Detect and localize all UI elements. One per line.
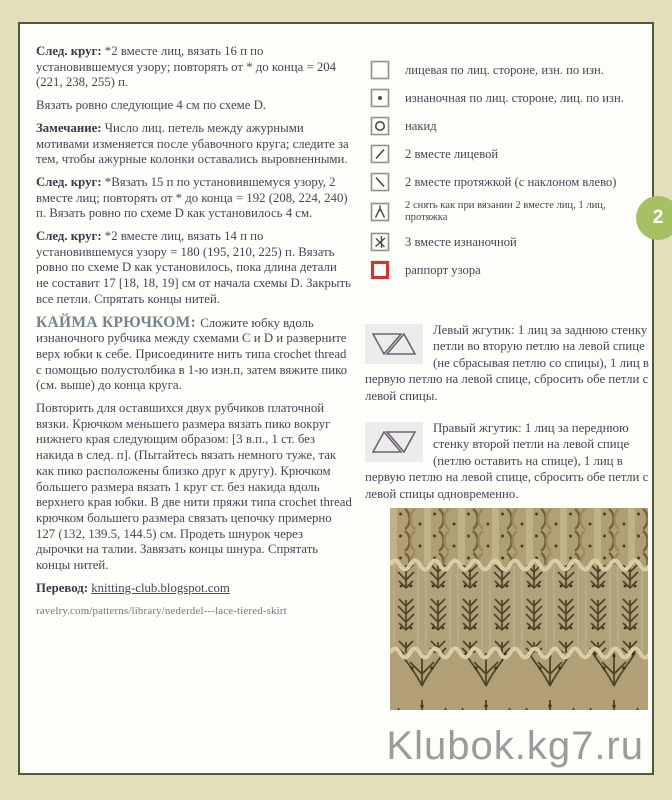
paragraph-text: Число лиц. петель между ажурными мотивами изменяется после убавочного круга; следите за тем, чтобы ажурные колонки оставались выровненными. bbox=[36, 120, 349, 167]
right-twist-block bbox=[365, 420, 657, 502]
legend-column bbox=[365, 60, 657, 518]
pattern-paragraph bbox=[36, 121, 352, 168]
knitted-fabric-photo bbox=[390, 508, 648, 710]
paragraph-label: След. круг: bbox=[36, 44, 105, 58]
paragraph-label: Замечание: bbox=[36, 120, 105, 135]
legend-label: 3 вместе изнаночной bbox=[405, 235, 517, 249]
twist-instructions bbox=[365, 322, 657, 502]
pattern-paragraph bbox=[36, 44, 352, 91]
left-twist-icon bbox=[365, 324, 423, 364]
translation-link[interactable]: knitting-club.blogspot.com bbox=[91, 580, 230, 595]
source-url: ravelry.com/patterns/library/nederdel---lace-tiered-skirt bbox=[36, 604, 287, 617]
paragraph-text: *2 вместе лиц, вязать 16 п по установившемуся узору; повторять от * до конца = 204 (221, 238, 255) п. bbox=[36, 44, 337, 90]
legend-row bbox=[365, 144, 657, 164]
rapport-red-square-icon bbox=[370, 260, 390, 280]
legend-row bbox=[365, 232, 657, 252]
pattern-paragraph bbox=[36, 401, 352, 574]
right-twist-icon bbox=[365, 422, 423, 462]
knit-square-icon bbox=[370, 60, 390, 80]
legend-row bbox=[365, 172, 657, 192]
legend-label: лицевая по лиц. стороне, изн. по изн. bbox=[405, 63, 604, 77]
watermark: Klubok.kg7.ru bbox=[386, 724, 644, 768]
legend-label: 2 вместе лицевой bbox=[405, 147, 499, 161]
translation-label: Перевод: bbox=[36, 580, 92, 595]
legend-label: раппорт узора bbox=[405, 263, 481, 277]
right-twist-text: Правый жгутик: 1 лиц за переднюю стенку второй петли на левой спице (петлю оставить на спице), 1 лиц в первую петлю на левой спице, сбросить обе петли с левой спицы одновременно. bbox=[365, 421, 649, 501]
pattern-page-card bbox=[18, 22, 654, 775]
legend-label: 2 вместе протяжкой (с наклоном влево) bbox=[405, 175, 617, 189]
legend-label: 2 снять как при вязании 2 вместе лиц, 1 лиц, протяжка bbox=[405, 200, 606, 223]
paragraph-text: Сложите юбку вдоль изнаночного рубчика между схемами C и D и разверните верх юбки к себе. Присоедините нить типа crochet thread с помощью полустолбика в 1-ю изн.п, затем вяжите пико (см. выше) до конца круга. bbox=[36, 315, 348, 393]
legend-row bbox=[365, 200, 657, 224]
paragraph-label: След. круг: bbox=[36, 229, 105, 244]
yarn-over-circle-icon bbox=[370, 116, 390, 136]
page-number-badge: 2 bbox=[636, 196, 672, 240]
legend-row bbox=[365, 60, 657, 80]
paragraph-text: Вязать ровно следующие 4 см по схеме D. bbox=[36, 98, 267, 113]
paragraph-text: *Вязать 15 п по установившемуся узору, 2 вместе лиц; повторять от * до конца = 192 (208, 224, 240) п. Вязать ровно по схеме D как установилось 4 см. bbox=[36, 174, 348, 221]
sl2-k1-psso-icon bbox=[370, 202, 390, 222]
legend-row bbox=[365, 88, 657, 108]
p3tog-icon bbox=[370, 232, 390, 252]
crochet-border-section bbox=[36, 315, 352, 395]
legend-row bbox=[365, 116, 657, 136]
paragraph-text: *2 вместе лиц, вязать 14 п по установившемуся узору = 180 (195, 210, 225) п. Вязать ровно по схеме D как установилось, пока длина детали не составит 17 [18, 18, 19] см от начала схемы D. Закрыть все петли. Спрятать концы нитей. bbox=[36, 229, 351, 306]
paragraph-text: Повторить для оставшихся двух рубчиков платочной вязки. Крючком меньшего размера вязать пико вокруг нижнего края следующим образом: [3 в.п., 1 ст. без накида в след. п]. (Пытайтесь вязать немного туже, так как пико расположены близко друг к другу). Крючком большего размера вязать 1 круг ст. без накида вдоль верхнего края юбки. В две нити пряжи типа crochet thread крючком большего размера связать цепочку примерно 127 (132, 139.5, 144.5) см. Продеть шнурок через дырочки на талии. Завязать концы шнура. Спрятать концы нитей. bbox=[36, 401, 352, 573]
instructions-column bbox=[36, 44, 352, 619]
purl-dot-square-icon bbox=[370, 88, 390, 108]
pattern-paragraph bbox=[36, 175, 352, 222]
translation-credit bbox=[36, 581, 352, 597]
left-twist-text: Левый жгутик: 1 лиц за заднюю стенку петли во вторую петлю на левой спице (не сбрасывая петлю со спицы), 1 лиц в первую петлю на левой спице, сбросить обе петли с левой спицы. bbox=[365, 323, 649, 403]
ssk-backslash-icon bbox=[370, 172, 390, 192]
legend-label: накид bbox=[405, 119, 437, 133]
paragraph-label: След. круг: bbox=[36, 174, 105, 189]
pattern-paragraph bbox=[36, 98, 352, 114]
legend-label: изнаночная по лиц. стороне, лиц. по изн. bbox=[405, 91, 624, 105]
pattern-paragraph bbox=[36, 229, 352, 308]
legend-row bbox=[365, 260, 657, 280]
left-twist-block bbox=[365, 322, 657, 404]
section-heading: КАЙМА КРЮЧКОМ: bbox=[36, 313, 201, 331]
k2tog-slash-icon bbox=[370, 144, 390, 164]
